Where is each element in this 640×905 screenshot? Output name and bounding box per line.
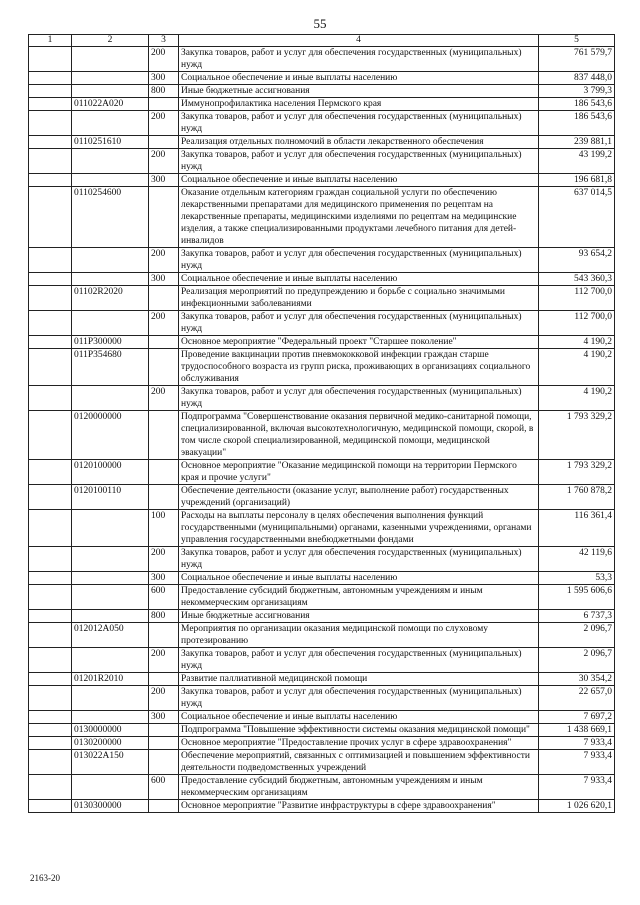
cell-description: Иные бюджетные ассигнования xyxy=(179,610,539,623)
table-row xyxy=(29,111,615,136)
cell-col1 xyxy=(29,510,72,547)
cell-target-code xyxy=(72,311,149,336)
cell-amount: 42 119,6 xyxy=(539,547,615,572)
cell-amount: 3 799,3 xyxy=(539,85,615,98)
cell-description: Оказание отдельным категориям граждан социальной услуги по обеспечению лекарственными препаратами для медицинского применения по рецептам на лекарственные препараты, медицинскими изделиями по рецептам на медицинские изделия, а также специализированными продуктами лечебного питания для детей-инвалидов xyxy=(179,187,539,248)
cell-target-code xyxy=(72,686,149,711)
cell-target-code xyxy=(72,648,149,673)
cell-description: Основное мероприятие "Оказание медицинской помощи на территории Пермского края и прочие услуги" xyxy=(179,460,539,485)
cell-target-code xyxy=(72,572,149,585)
table-row xyxy=(29,187,615,248)
table-row xyxy=(29,750,615,775)
cell-expense-type: 200 xyxy=(149,47,179,72)
cell-target-code: 0110254600 xyxy=(72,187,149,248)
table-row xyxy=(29,336,615,349)
header-row xyxy=(29,35,615,47)
cell-description: Основное мероприятие "Предоставление прочих услуг в сфере здравоохранения" xyxy=(179,737,539,750)
page-number: 55 xyxy=(313,16,327,31)
cell-description: Закупка товаров, работ и услуг для обеспечения государственных (муниципальных) нужд xyxy=(179,311,539,336)
table-row xyxy=(29,547,615,572)
cell-target-code: 0130300000 xyxy=(72,800,149,813)
table-row xyxy=(29,136,615,149)
cell-amount: 116 361,4 xyxy=(539,510,615,547)
table-row xyxy=(29,623,615,648)
cell-col1 xyxy=(29,111,72,136)
table-row xyxy=(29,386,615,411)
cell-amount: 1 438 669,1 xyxy=(539,724,615,737)
cell-amount: 112 700,0 xyxy=(539,286,615,311)
cell-description: Закупка товаров, работ и услуг для обеспечения государственных (муниципальных) нужд xyxy=(179,111,539,136)
cell-col1 xyxy=(29,686,72,711)
cell-target-code: 0120100110 xyxy=(72,485,149,510)
cell-amount: 1 760 878,2 xyxy=(539,485,615,510)
cell-expense-type xyxy=(149,750,179,775)
cell-target-code xyxy=(72,72,149,85)
table-row xyxy=(29,72,615,85)
cell-col1 xyxy=(29,711,72,724)
cell-description: Закупка товаров, работ и услуг для обеспечения государственных (муниципальных) нужд xyxy=(179,47,539,72)
cell-expense-type xyxy=(149,411,179,460)
cell-amount: 239 881,1 xyxy=(539,136,615,149)
table-row xyxy=(29,737,615,750)
cell-target-code xyxy=(72,711,149,724)
cell-target-code xyxy=(72,273,149,286)
cell-amount: 22 657,0 xyxy=(539,686,615,711)
cell-target-code: 01201R2010 xyxy=(72,673,149,686)
cell-target-code: 0130200000 xyxy=(72,737,149,750)
cell-col1 xyxy=(29,98,72,111)
cell-amount: 761 579,7 xyxy=(539,47,615,72)
cell-expense-type: 300 xyxy=(149,273,179,286)
cell-amount: 7 697,2 xyxy=(539,711,615,724)
cell-col1 xyxy=(29,648,72,673)
cell-description: Социальное обеспечение и иные выплаты населению xyxy=(179,711,539,724)
cell-expense-type: 200 xyxy=(149,386,179,411)
column-header: 1 xyxy=(29,35,72,47)
column-header: 5 xyxy=(539,35,615,47)
cell-expense-type xyxy=(149,673,179,686)
cell-col1 xyxy=(29,485,72,510)
cell-description: Расходы на выплаты персоналу в целях обеспечения выполнения функций государственными (муниципальными) органами, казенными учреждениями, органами управления государственными внебюджетными фондами xyxy=(179,510,539,547)
cell-description: Предоставление субсидий бюджетным, автономным учреждениям и иным некоммерческим организациям xyxy=(179,775,539,800)
table-row xyxy=(29,800,615,813)
cell-expense-type xyxy=(149,460,179,485)
cell-description: Закупка товаров, работ и услуг для обеспечения государственных (муниципальных) нужд xyxy=(179,648,539,673)
cell-col1 xyxy=(29,174,72,187)
cell-target-code xyxy=(72,585,149,610)
cell-expense-type xyxy=(149,349,179,386)
table-row xyxy=(29,460,615,485)
column-header: 3 xyxy=(149,35,179,47)
cell-amount: 4 190,2 xyxy=(539,349,615,386)
cell-amount: 196 681,8 xyxy=(539,174,615,187)
cell-amount: 543 360,3 xyxy=(539,273,615,286)
cell-description: Закупка товаров, работ и услуг для обеспечения государственных (муниципальных) нужд xyxy=(179,547,539,572)
cell-amount: 7 933,4 xyxy=(539,775,615,800)
table-row xyxy=(29,273,615,286)
cell-description: Обеспечение деятельности (оказание услуг, выполнение работ) государственных учреждений (организаций) xyxy=(179,485,539,510)
cell-target-code xyxy=(72,386,149,411)
cell-amount: 30 354,2 xyxy=(539,673,615,686)
cell-expense-type xyxy=(149,187,179,248)
cell-amount: 2 096,7 xyxy=(539,623,615,648)
cell-description: Обеспечение мероприятий, связанных с оптимизацией и повышением эффективности деятельности подведомственных учреждений xyxy=(179,750,539,775)
cell-col1 xyxy=(29,623,72,648)
cell-description: Основное мероприятие "Федеральный проект "Старшее поколение" xyxy=(179,336,539,349)
cell-description: Закупка товаров, работ и услуг для обеспечения государственных (муниципальных) нужд xyxy=(179,248,539,273)
cell-description: Реализация отдельных полномочий в области лекарственного обеспечения xyxy=(179,136,539,149)
cell-target-code: 0110251610 xyxy=(72,136,149,149)
cell-target-code xyxy=(72,111,149,136)
cell-target-code xyxy=(72,610,149,623)
cell-expense-type: 200 xyxy=(149,149,179,174)
cell-expense-type: 200 xyxy=(149,686,179,711)
cell-col1 xyxy=(29,336,72,349)
cell-expense-type: 200 xyxy=(149,248,179,273)
cell-col1 xyxy=(29,311,72,336)
cell-expense-type: 300 xyxy=(149,711,179,724)
cell-col1 xyxy=(29,286,72,311)
column-header: 2 xyxy=(72,35,149,47)
cell-target-code: 0130000000 xyxy=(72,724,149,737)
cell-amount: 43 199,2 xyxy=(539,149,615,174)
cell-amount: 112 700,0 xyxy=(539,311,615,336)
cell-description: Реализация мероприятий по предупреждению и борьбе с социально значимыми инфекционными заболеваниями xyxy=(179,286,539,311)
cell-expense-type: 800 xyxy=(149,610,179,623)
cell-description: Предоставление субсидий бюджетным, автономным учреждениям и иным некоммерческим организациям xyxy=(179,585,539,610)
cell-amount: 1 026 620,1 xyxy=(539,800,615,813)
cell-expense-type: 300 xyxy=(149,72,179,85)
cell-description: Закупка товаров, работ и услуг для обеспечения государственных (муниципальных) нужд xyxy=(179,386,539,411)
table-header xyxy=(29,35,615,47)
cell-target-code: 011022A020 xyxy=(72,98,149,111)
cell-amount: 4 190,2 xyxy=(539,386,615,411)
cell-expense-type xyxy=(149,286,179,311)
cell-target-code: 01102R2020 xyxy=(72,286,149,311)
cell-target-code xyxy=(72,85,149,98)
cell-expense-type xyxy=(149,724,179,737)
table-row xyxy=(29,673,615,686)
cell-description: Подпрограмма "Совершенствование оказания первичной медико-санитарной помощи, специализированной, включая высокотехнологичную, медицинской помощи, скорой, в том числе скорой специализированной, медицинской помощи, медицинской эвакуации" xyxy=(179,411,539,460)
cell-target-code xyxy=(72,47,149,72)
column-header: 4 xyxy=(179,35,539,47)
table-row xyxy=(29,724,615,737)
cell-description: Проведение вакцинации против пневмококковой инфекции граждан старше трудоспособного возраста из групп риска, проживающих в организациях социального обслуживания xyxy=(179,349,539,386)
cell-amount: 186 543,6 xyxy=(539,98,615,111)
cell-description: Социальное обеспечение и иные выплаты населению xyxy=(179,72,539,85)
cell-expense-type xyxy=(149,737,179,750)
cell-description: Закупка товаров, работ и услуг для обеспечения государственных (муниципальных) нужд xyxy=(179,149,539,174)
cell-target-code xyxy=(72,775,149,800)
cell-col1 xyxy=(29,187,72,248)
cell-amount: 637 014,5 xyxy=(539,187,615,248)
table-row xyxy=(29,286,615,311)
cell-expense-type xyxy=(149,800,179,813)
table-row xyxy=(29,610,615,623)
cell-col1 xyxy=(29,547,72,572)
cell-amount: 7 933,4 xyxy=(539,750,615,775)
cell-description: Социальное обеспечение и иные выплаты населению xyxy=(179,572,539,585)
cell-expense-type: 600 xyxy=(149,775,179,800)
cell-amount: 93 654,2 xyxy=(539,248,615,273)
cell-col1 xyxy=(29,750,72,775)
table-row xyxy=(29,775,615,800)
cell-target-code: 0120000000 xyxy=(72,411,149,460)
cell-expense-type: 100 xyxy=(149,510,179,547)
cell-amount: 2 096,7 xyxy=(539,648,615,673)
cell-col1 xyxy=(29,349,72,386)
cell-amount: 1 793 329,2 xyxy=(539,460,615,485)
cell-expense-type xyxy=(149,98,179,111)
cell-description: Основное мероприятие "Развитие инфраструктуры в сфере здравоохранения" xyxy=(179,800,539,813)
table-row xyxy=(29,572,615,585)
cell-expense-type xyxy=(149,623,179,648)
table-row xyxy=(29,149,615,174)
cell-description: Мероприятия по организации оказания медицинской помощи по слуховому протезированию xyxy=(179,623,539,648)
cell-target-code xyxy=(72,149,149,174)
cell-amount: 1 793 329,2 xyxy=(539,411,615,460)
cell-expense-type: 800 xyxy=(149,85,179,98)
cell-col1 xyxy=(29,737,72,750)
cell-expense-type: 200 xyxy=(149,547,179,572)
cell-description: Подпрограмма "Повышение эффективности системы оказания медицинской помощи" xyxy=(179,724,539,737)
cell-amount: 7 933,4 xyxy=(539,737,615,750)
cell-target-code xyxy=(72,547,149,572)
cell-col1 xyxy=(29,585,72,610)
table-row xyxy=(29,47,615,72)
cell-description: Развитие паллиативной медицинской помощи xyxy=(179,673,539,686)
cell-target-code: 011P300000 xyxy=(72,336,149,349)
cell-col1 xyxy=(29,72,72,85)
cell-description: Социальное обеспечение и иные выплаты населению xyxy=(179,174,539,187)
cell-target-code xyxy=(72,248,149,273)
cell-col1 xyxy=(29,460,72,485)
cell-col1 xyxy=(29,775,72,800)
cell-expense-type xyxy=(149,136,179,149)
table-row xyxy=(29,248,615,273)
table-row xyxy=(29,485,615,510)
cell-target-code: 013022A150 xyxy=(72,750,149,775)
cell-target-code: 0120100000 xyxy=(72,460,149,485)
cell-expense-type xyxy=(149,485,179,510)
cell-col1 xyxy=(29,673,72,686)
cell-description: Иные бюджетные ассигнования xyxy=(179,85,539,98)
cell-amount: 53,3 xyxy=(539,572,615,585)
cell-target-code: 012012A050 xyxy=(72,623,149,648)
cell-expense-type xyxy=(149,336,179,349)
cell-amount: 6 737,3 xyxy=(539,610,615,623)
cell-description: Иммунопрофилактика населения Пермского края xyxy=(179,98,539,111)
cell-target-code xyxy=(72,510,149,547)
cell-col1 xyxy=(29,273,72,286)
table-row xyxy=(29,174,615,187)
cell-col1 xyxy=(29,149,72,174)
cell-col1 xyxy=(29,386,72,411)
cell-amount: 186 543,6 xyxy=(539,111,615,136)
cell-col1 xyxy=(29,248,72,273)
cell-expense-type: 300 xyxy=(149,572,179,585)
cell-col1 xyxy=(29,610,72,623)
cell-expense-type: 200 xyxy=(149,311,179,336)
table-row xyxy=(29,585,615,610)
table-row xyxy=(29,349,615,386)
table-row xyxy=(29,98,615,111)
cell-col1 xyxy=(29,411,72,460)
cell-col1 xyxy=(29,800,72,813)
cell-col1 xyxy=(29,85,72,98)
table-row xyxy=(29,311,615,336)
cell-amount: 4 190,2 xyxy=(539,336,615,349)
cell-col1 xyxy=(29,47,72,72)
cell-description: Закупка товаров, работ и услуг для обеспечения государственных (муниципальных) нужд xyxy=(179,686,539,711)
cell-col1 xyxy=(29,572,72,585)
cell-expense-type: 600 xyxy=(149,585,179,610)
cell-amount: 1 595 606,6 xyxy=(539,585,615,610)
cell-target-code xyxy=(72,174,149,187)
cell-target-code: 011P354680 xyxy=(72,349,149,386)
cell-expense-type: 300 xyxy=(149,174,179,187)
table-row xyxy=(29,711,615,724)
document-code: 2163-20 xyxy=(30,873,60,883)
table-row xyxy=(29,85,615,98)
cell-description: Социальное обеспечение и иные выплаты населению xyxy=(179,273,539,286)
table-body xyxy=(29,47,615,813)
table-row xyxy=(29,648,615,673)
table-row xyxy=(29,510,615,547)
cell-col1 xyxy=(29,136,72,149)
table-row xyxy=(29,411,615,460)
table-row xyxy=(29,686,615,711)
cell-col1 xyxy=(29,724,72,737)
cell-amount: 837 448,0 xyxy=(539,72,615,85)
cell-expense-type: 200 xyxy=(149,648,179,673)
cell-expense-type: 200 xyxy=(149,111,179,136)
budget-table xyxy=(28,34,615,813)
